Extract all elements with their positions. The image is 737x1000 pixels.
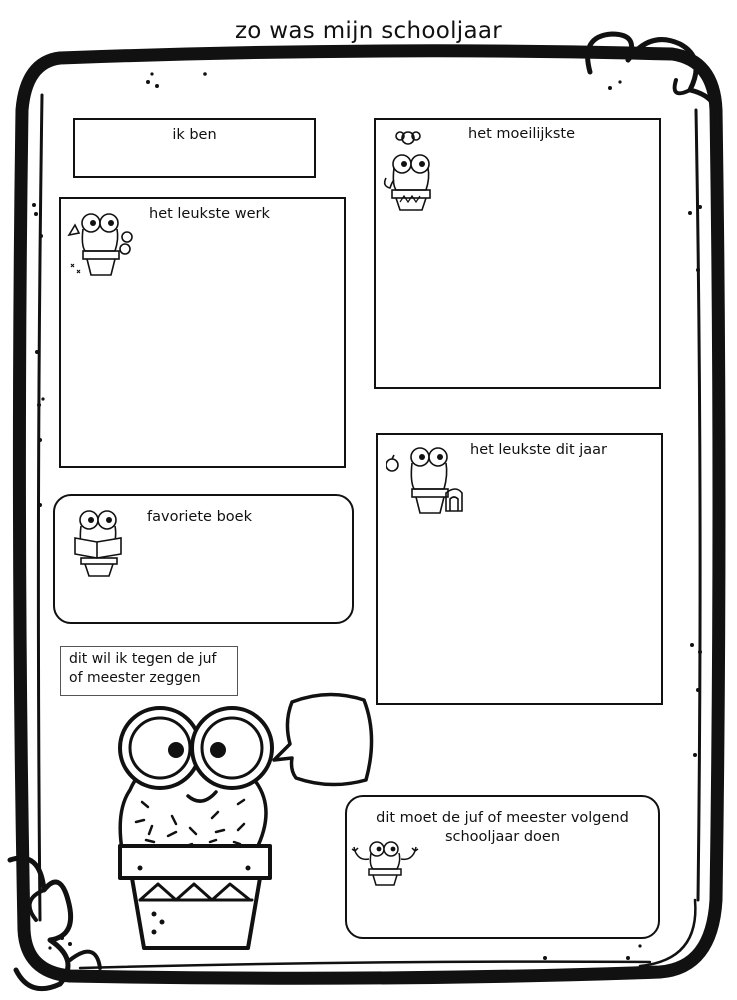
favorite-book-box-label: favoriete boek <box>147 509 252 525</box>
name-box-label: ik ben <box>172 127 217 143</box>
message-note-line1: dit wil ik tegen de juf <box>69 651 217 667</box>
cactus-flower-icon <box>380 128 438 212</box>
hardest-box[interactable] <box>374 118 661 389</box>
message-note-line2: of meester zeggen <box>69 670 201 686</box>
speech-bubble-icon <box>268 686 378 796</box>
cactus-mascot-icon <box>106 700 284 952</box>
message-note[interactable] <box>60 646 238 696</box>
cactus-apple-icon <box>386 441 466 517</box>
best-work-box-label: het leukste werk <box>149 206 270 222</box>
cactus-reading-icon <box>67 506 131 578</box>
page-title: zo was mijn schooljaar <box>234 18 503 44</box>
hardest-box-label: het moeilijkste <box>468 126 575 142</box>
best-work-box[interactable] <box>59 197 346 468</box>
cactus-scissors-icon <box>67 209 139 281</box>
name-box[interactable] <box>73 118 316 178</box>
next-year-box-line1: dit moet de juf of meester volgend <box>376 810 629 826</box>
next-year-box[interactable] <box>345 795 660 939</box>
best-of-year-box-label: het leukste dit jaar <box>470 442 607 458</box>
best-of-year-box[interactable] <box>376 433 663 705</box>
favorite-book-box[interactable] <box>53 494 354 624</box>
next-year-box-line2: schooljaar doen <box>444 829 561 845</box>
cactus-waving-icon <box>349 841 421 887</box>
